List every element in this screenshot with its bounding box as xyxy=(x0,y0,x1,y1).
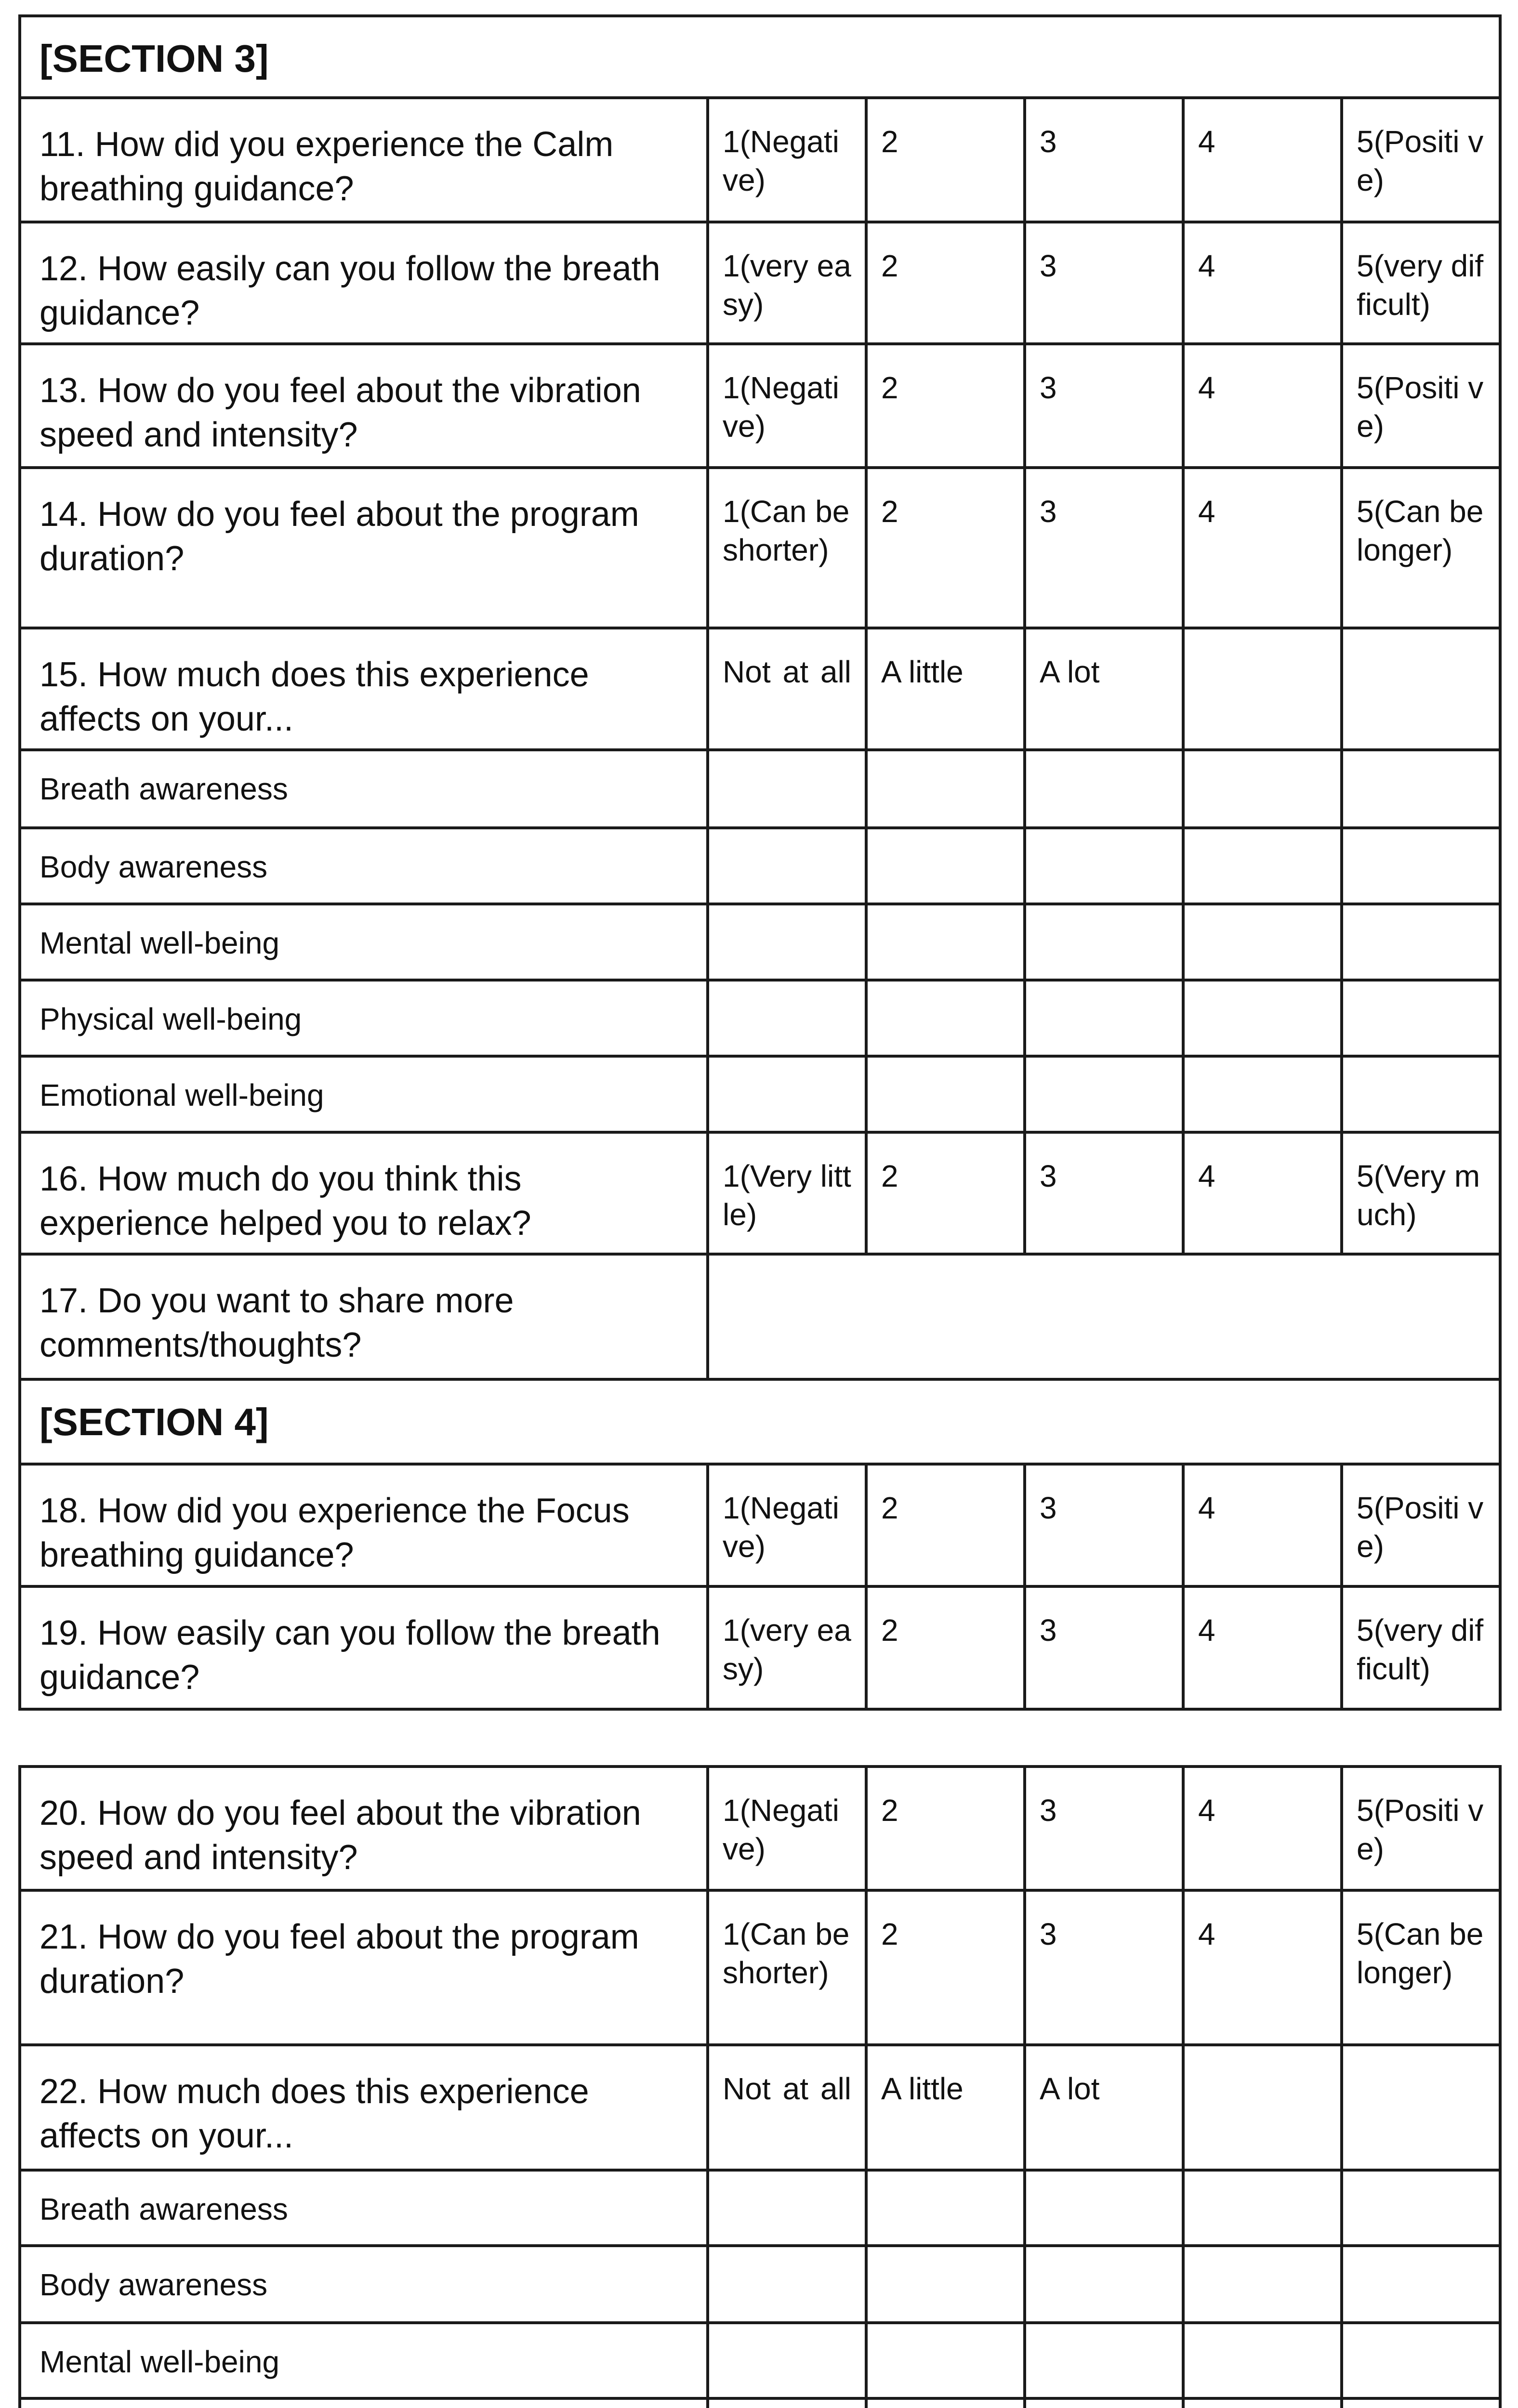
aspect-body-awareness: Body awareness xyxy=(20,828,708,904)
q13-option-4[interactable]: 4 xyxy=(1183,344,1342,468)
aspect-row xyxy=(20,828,1500,904)
empty-cell xyxy=(1183,828,1342,904)
q16-option-2[interactable]: 2 xyxy=(866,1132,1025,1254)
q15-body-a-lot-cell[interactable] xyxy=(1025,828,1183,904)
question-14-text: 14. How do you feel about the program duration? xyxy=(20,468,708,628)
survey-table-part2 xyxy=(18,1765,1502,2408)
q13-option-3[interactable]: 3 xyxy=(1025,344,1183,468)
q20-option-2[interactable]: 2 xyxy=(866,1767,1025,1890)
q20-option-1[interactable]: 1(Negati ve) xyxy=(708,1767,866,1890)
question-row-14 xyxy=(20,468,1500,628)
q22-body-a-little-cell[interactable] xyxy=(866,2246,1025,2323)
empty-cell xyxy=(1342,2246,1500,2323)
question-19-text: 19. How easily can you follow the breath guidance? xyxy=(20,1586,708,1709)
question-16-text: 16. How much do you think this experience helped you to relax? xyxy=(20,1132,708,1254)
section-header-row xyxy=(20,1379,1500,1464)
q15-physical-a-little-cell[interactable] xyxy=(866,980,1025,1056)
empty-cell xyxy=(1183,2323,1342,2398)
empty-cell xyxy=(1342,750,1500,828)
q15-emotional-a-little-cell[interactable] xyxy=(866,1056,1025,1132)
q11-option-3[interactable]: 3 xyxy=(1025,98,1183,222)
question-row-11 xyxy=(20,98,1500,222)
q14-option-2[interactable]: 2 xyxy=(866,468,1025,628)
section-3-title: [SECTION 3] xyxy=(20,16,1500,98)
q15-empty-cell xyxy=(1342,628,1500,750)
q14-option-3[interactable]: 3 xyxy=(1025,468,1183,628)
q15-option-not-at-all[interactable]: Not at all xyxy=(708,628,866,750)
q20-option-3[interactable]: 3 xyxy=(1025,1767,1183,1890)
q22-breath-not-at-all-cell[interactable] xyxy=(708,2170,866,2246)
q11-option-2[interactable]: 2 xyxy=(866,98,1025,222)
q11-option-4[interactable]: 4 xyxy=(1183,98,1342,222)
q12-option-1[interactable]: 1(very easy) xyxy=(708,222,866,344)
aspect-emotional-well-being: Emotional well-being xyxy=(20,1056,708,1132)
aspect-physical-well-being: Physical well-being xyxy=(20,980,708,1056)
q15-mental-a-little-cell[interactable] xyxy=(866,904,1025,980)
q22-mental-a-little-cell[interactable] xyxy=(866,2323,1025,2398)
q14-option-1[interactable]: 1(Can be shorter) xyxy=(708,468,866,628)
aspect-row xyxy=(20,980,1500,1056)
q13-option-2[interactable]: 2 xyxy=(866,344,1025,468)
q22-breath-a-lot-cell[interactable] xyxy=(1025,2170,1183,2246)
q16-option-5[interactable]: 5(Very much) xyxy=(1342,1132,1500,1254)
question-row-22 xyxy=(20,2045,1500,2170)
question-20-text: 20. How do you feel about the vibration speed and intensity? xyxy=(20,1767,708,1890)
q22-physical-a-lot-cell[interactable] xyxy=(1025,2398,1183,2408)
empty-cell xyxy=(1183,1056,1342,1132)
empty-cell xyxy=(1183,904,1342,980)
aspect-mental-well-being: Mental well-being xyxy=(20,904,708,980)
q22-breath-a-little-cell[interactable] xyxy=(866,2170,1025,2246)
empty-cell xyxy=(1342,828,1500,904)
q22-option-not-at-all[interactable]: Not at all xyxy=(708,2045,866,2170)
aspect-row xyxy=(20,2398,1500,2408)
q15-emotional-not-at-all-cell[interactable] xyxy=(708,1056,866,1132)
question-12-text: 12. How easily can you follow the breath guidance? xyxy=(20,222,708,344)
section-header-row xyxy=(20,16,1500,98)
empty-cell xyxy=(1342,980,1500,1056)
q22-physical-a-little-cell[interactable] xyxy=(866,2398,1025,2408)
question-row-15 xyxy=(20,628,1500,750)
survey-table-part1 xyxy=(18,14,1502,1711)
empty-cell xyxy=(1183,980,1342,1056)
q15-empty-cell xyxy=(1183,628,1342,750)
empty-cell xyxy=(1342,2323,1500,2398)
empty-cell xyxy=(1183,2170,1342,2246)
aspect-physical-well-being xyxy=(20,2398,708,2408)
aspect-breath-awareness: Breath awareness xyxy=(20,2170,708,2246)
q22-body-a-lot-cell[interactable] xyxy=(1025,2246,1183,2323)
q21-option-1[interactable]: 1(Can be shorter) xyxy=(708,1890,866,2045)
q21-option-3[interactable]: 3 xyxy=(1025,1890,1183,2045)
q18-option-4[interactable]: 4 xyxy=(1183,1464,1342,1586)
aspect-row xyxy=(20,2323,1500,2398)
q22-option-a-lot[interactable]: A lot xyxy=(1025,2045,1183,2170)
empty-cell xyxy=(1342,2398,1500,2408)
q22-physical-not-at-all-cell[interactable] xyxy=(708,2398,866,2408)
q17-comments-field[interactable] xyxy=(708,1254,1500,1379)
q19-option-2[interactable]: 2 xyxy=(866,1586,1025,1709)
aspect-row xyxy=(20,1056,1500,1132)
aspect-row xyxy=(20,904,1500,980)
q21-option-4[interactable]: 4 xyxy=(1183,1890,1342,2045)
question-15-text: 15. How much does this experience affects on your... xyxy=(20,628,708,750)
q21-option-5[interactable]: 5(Can be longer) xyxy=(1342,1890,1500,2045)
question-17-text: 17. Do you want to share more comments/thoughts? xyxy=(20,1254,708,1379)
q20-option-5[interactable]: 5(Positi ve) xyxy=(1342,1767,1500,1890)
q19-option-5[interactable]: 5(very difficult) xyxy=(1342,1586,1500,1709)
empty-cell xyxy=(1183,2398,1342,2408)
q15-emotional-a-lot-cell[interactable] xyxy=(1025,1056,1183,1132)
q16-option-4[interactable]: 4 xyxy=(1183,1132,1342,1254)
question-row-13 xyxy=(20,344,1500,468)
q22-mental-a-lot-cell[interactable] xyxy=(1025,2323,1183,2398)
question-row-19 xyxy=(20,1586,1500,1709)
aspect-row xyxy=(20,2170,1500,2246)
aspect-row xyxy=(20,750,1500,828)
q12-option-2[interactable]: 2 xyxy=(866,222,1025,344)
q19-option-3[interactable]: 3 xyxy=(1025,1586,1183,1709)
q15-option-a-lot[interactable]: A lot xyxy=(1025,628,1183,750)
question-21-text: 21. How do you feel about the program duration? xyxy=(20,1890,708,2045)
q22-body-not-at-all-cell[interactable] xyxy=(708,2246,866,2323)
q11-option-5[interactable]: 5(Positi ve) xyxy=(1342,98,1500,222)
question-18-text: 18. How did you experience the Focus breathing guidance? xyxy=(20,1464,708,1586)
q15-breath-a-little-cell[interactable] xyxy=(866,750,1025,828)
q15-physical-not-at-all-cell[interactable] xyxy=(708,980,866,1056)
q18-option-3[interactable]: 3 xyxy=(1025,1464,1183,1586)
q14-option-5[interactable]: 5(Can be longer) xyxy=(1342,468,1500,628)
q12-option-3[interactable]: 3 xyxy=(1025,222,1183,344)
question-22-text: 22. How much does this experience affects on your... xyxy=(20,2045,708,2170)
empty-cell xyxy=(1183,750,1342,828)
q16-option-3[interactable]: 3 xyxy=(1025,1132,1183,1254)
q15-option-a-little[interactable]: A little xyxy=(866,628,1025,750)
question-row-18 xyxy=(20,1464,1500,1586)
q16-option-1[interactable]: 1(Very little) xyxy=(708,1132,866,1254)
q22-option-a-little[interactable]: A little xyxy=(866,2045,1025,2170)
q22-empty-cell xyxy=(1342,2045,1500,2170)
aspect-body-awareness: Body awareness xyxy=(20,2246,708,2323)
q19-option-1[interactable]: 1(very easy) xyxy=(708,1586,866,1709)
q12-option-5[interactable]: 5(very difficult) xyxy=(1342,222,1500,344)
empty-cell xyxy=(1342,1056,1500,1132)
q15-mental-a-lot-cell[interactable] xyxy=(1025,904,1183,980)
question-13-text: 13. How do you feel about the vibration speed and intensity? xyxy=(20,344,708,468)
question-row-21 xyxy=(20,1890,1500,2045)
q19-option-4[interactable]: 4 xyxy=(1183,1586,1342,1709)
q22-mental-not-at-all-cell[interactable] xyxy=(708,2323,866,2398)
q21-option-2[interactable]: 2 xyxy=(866,1890,1025,2045)
aspect-row xyxy=(20,2246,1500,2323)
q14-option-4[interactable]: 4 xyxy=(1183,468,1342,628)
q20-option-4[interactable]: 4 xyxy=(1183,1767,1342,1890)
aspect-mental-well-being: Mental well-being xyxy=(20,2323,708,2398)
q15-breath-not-at-all-cell[interactable] xyxy=(708,750,866,828)
q13-option-5[interactable]: 5(Positi ve) xyxy=(1342,344,1500,468)
q15-physical-a-lot-cell[interactable] xyxy=(1025,980,1183,1056)
question-row-12 xyxy=(20,222,1500,344)
empty-cell xyxy=(1183,2246,1342,2323)
empty-cell xyxy=(1342,2170,1500,2246)
section-4-title: [SECTION 4] xyxy=(20,1379,1500,1464)
q18-option-1[interactable]: 1(Negati ve) xyxy=(708,1464,866,1586)
q15-body-not-at-all-cell[interactable] xyxy=(708,828,866,904)
q18-option-2[interactable]: 2 xyxy=(866,1464,1025,1586)
aspect-breath-awareness: Breath awareness xyxy=(20,750,708,828)
empty-cell xyxy=(1342,904,1500,980)
question-11-text: 11. How did you experience the Calm breathing guidance? xyxy=(20,98,708,222)
q22-empty-cell xyxy=(1183,2045,1342,2170)
q15-body-a-little-cell[interactable] xyxy=(866,828,1025,904)
question-row-17 xyxy=(20,1254,1500,1379)
question-row-16 xyxy=(20,1132,1500,1254)
q12-option-4[interactable]: 4 xyxy=(1183,222,1342,344)
question-row-20 xyxy=(20,1767,1500,1890)
q15-mental-not-at-all-cell[interactable] xyxy=(708,904,866,980)
q15-breath-a-lot-cell[interactable] xyxy=(1025,750,1183,828)
q18-option-5[interactable]: 5(Positi ve) xyxy=(1342,1464,1500,1586)
q13-option-1[interactable]: 1(Negati ve) xyxy=(708,344,866,468)
q11-option-1[interactable]: 1(Negati ve) xyxy=(708,98,866,222)
